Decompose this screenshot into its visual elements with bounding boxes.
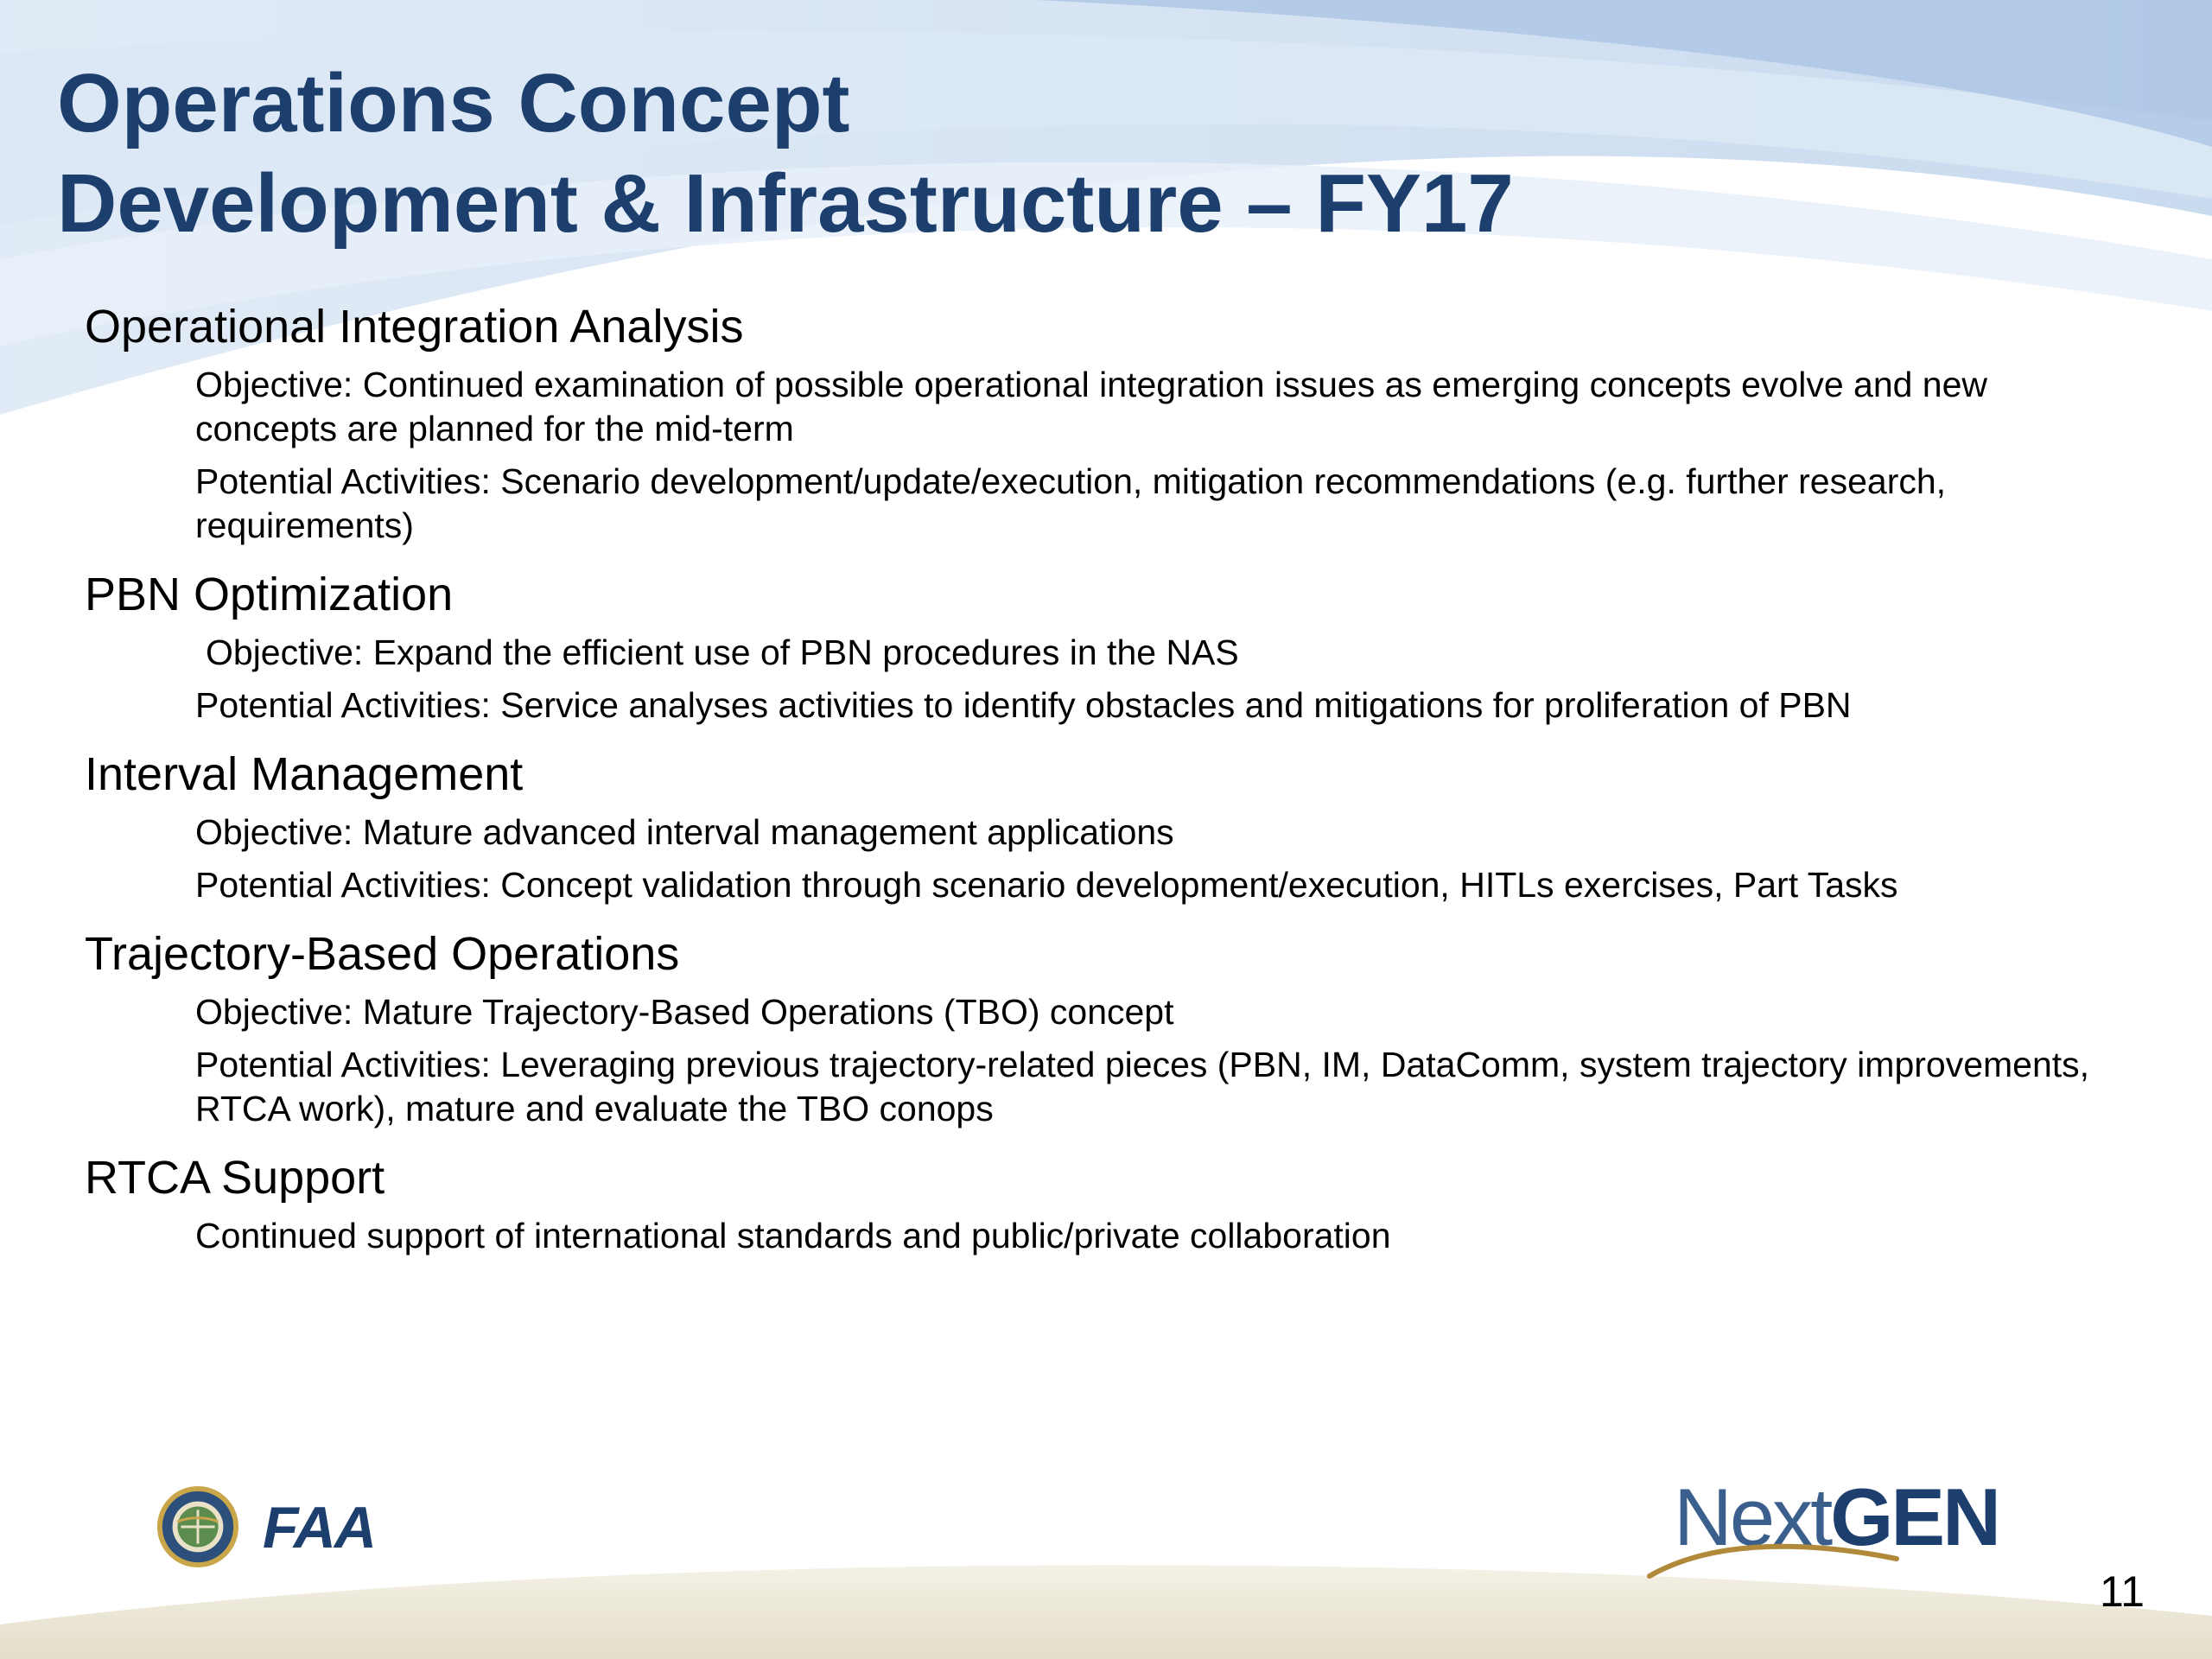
section-heading: PBN Optimization [85,569,454,620]
slide-content [85,299,2098,1277]
section-rtca-support [85,1150,2098,1258]
section-operational-integration-analysis [85,299,2098,548]
section-heading: Interval Management [85,748,524,800]
nextgen-wordmark-gen: GEN [1830,1471,1999,1562]
section-trajectory-based-operations [85,926,2098,1131]
section-description: Continued support of international standards and public/private collaboration [195,1216,1391,1255]
section-objective: Objective: Mature Trajectory-Based Operations (TBO) concept [195,992,1174,1032]
section-heading: Trajectory-Based Operations [85,928,680,980]
page-number: 11 [2100,1567,2145,1616]
section-heading: Operational Integration Analysis [85,301,744,353]
section-interval-management [85,747,2098,907]
section-objective: Objective: Continued examination of possible operational integration issues as emerging concepts evolve and new concepts are planned for the mid-term [195,365,1988,448]
section-potential-activities: Potential Activities: Leveraging previous trajectory-related pieces (PBN, IM, DataComm, system trajectory improvements, RTCA work), mature and evaluate the TBO conops [195,1045,2090,1128]
faa-logo [156,1484,415,1571]
section-pbn-optimization [85,567,2098,728]
section-potential-activities: Potential Activities: Concept validation through scenario development/execution, HITLs exercises, Part Tasks [195,865,1898,905]
slide-title-line-2: Development & Infrastructure – FY17 [57,157,1514,250]
section-potential-activities: Potential Activities: Service analyses activities to identify obstacles and mitigations for proliferation of PBN [195,685,1852,725]
section-potential-activities: Potential Activities: Scenario development/update/execution, mitigation recommendations (e.g. further research, requirements) [195,461,1947,545]
slide-title [57,54,1514,254]
faa-seal-icon [156,1484,240,1569]
nextgen-wordmark-next: Next [1674,1471,1831,1562]
nextgen-arc-icon [1646,1538,1905,1581]
section-heading: RTCA Support [85,1152,385,1204]
nextgen-logo [1646,1469,2061,1581]
section-objective: Objective: Expand the efficient use of PBN procedures in the NAS [206,632,1239,672]
faa-wordmark: FAA [263,1495,375,1560]
slide-title-line-1: Operations Concept [57,57,850,149]
section-objective: Objective: Mature advanced interval management applications [195,812,1174,852]
